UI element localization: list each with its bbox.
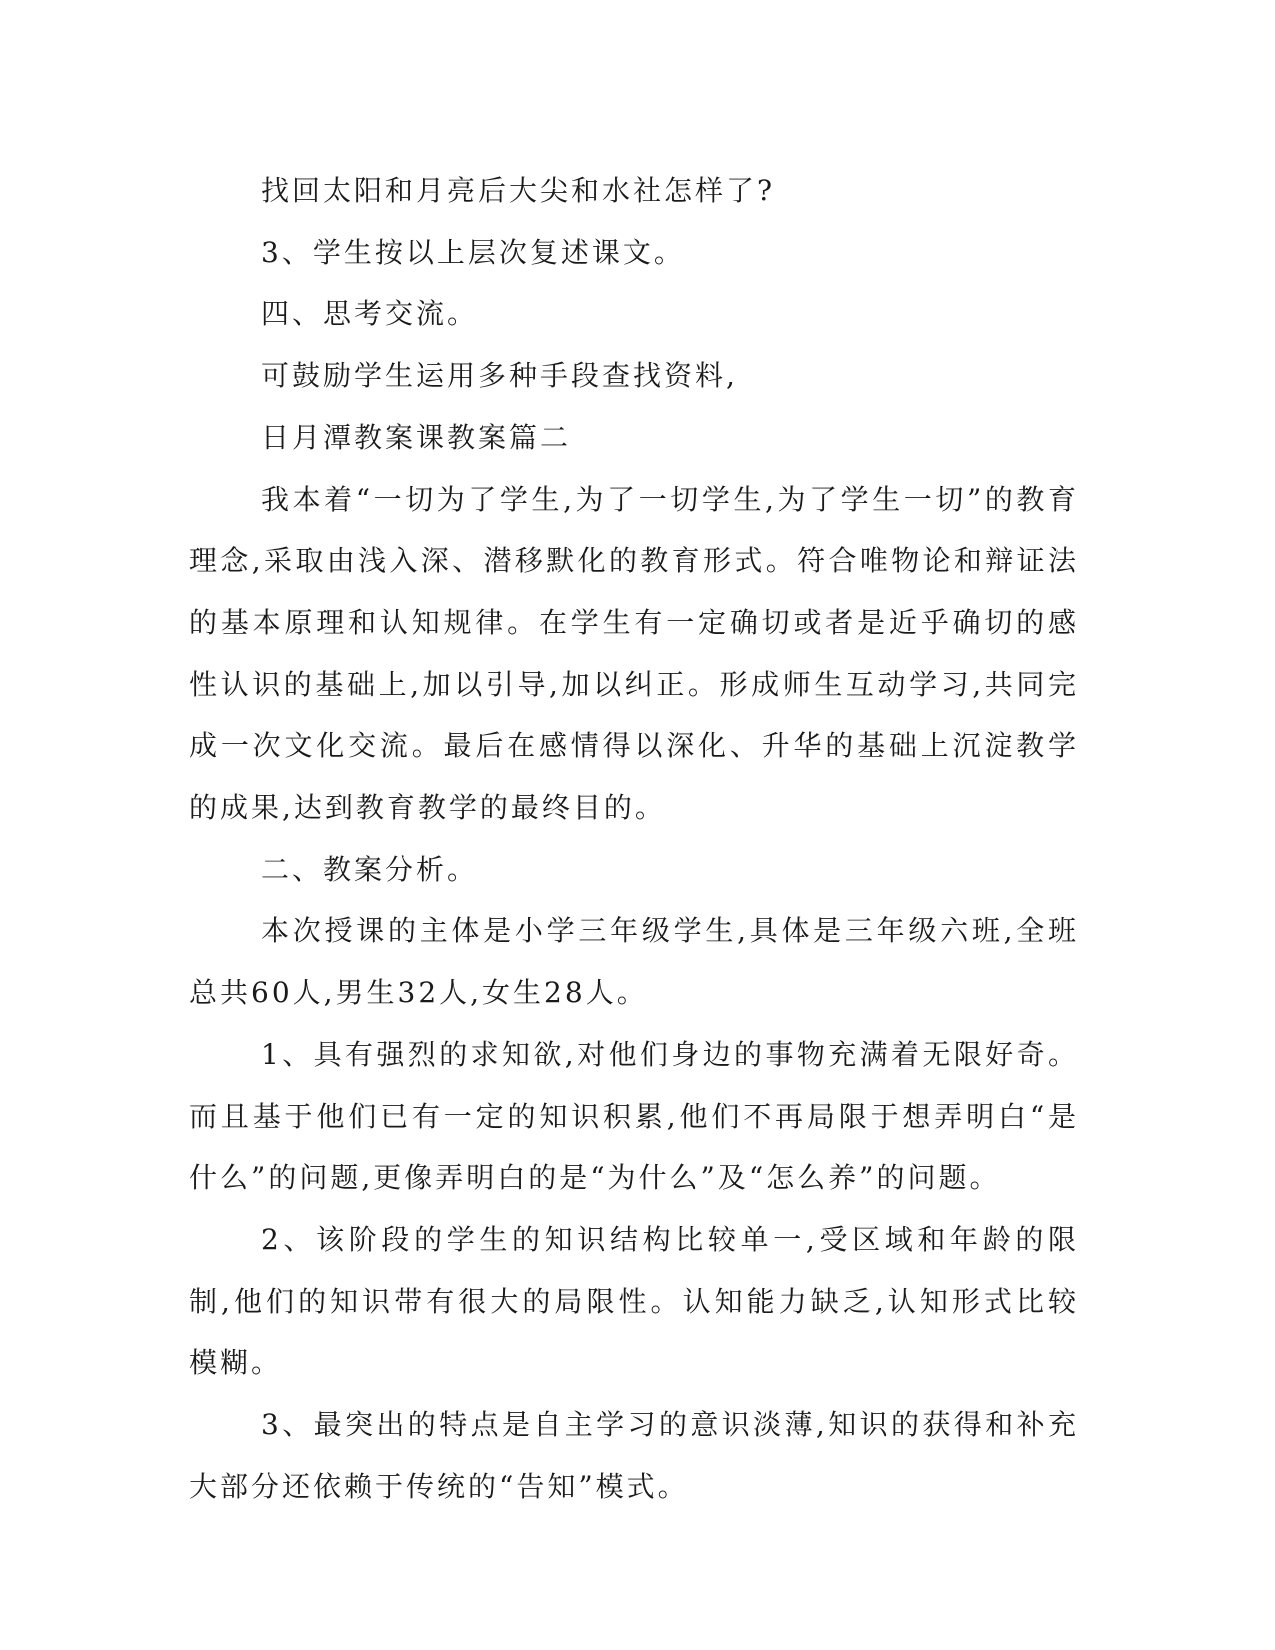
paragraph-4: 可鼓励学生运用多种手段查找资料, xyxy=(261,359,738,393)
section-heading-discussion: 四、思考交流。 xyxy=(261,297,479,331)
paragraph-1: 找回太阳和月亮后大尖和水社怎样了? xyxy=(261,174,776,207)
paragraph-philosophy: 我本着“一切为了学生,为了一切学生,为了学生一切”的教育理念,采取由浅入深、潜移默化的教育形式。符合唯物论和辩证法的基本原理和认知规律。在学生有一定确切或者是近乎确切的感性认识的基础上,加以引导,加以纠正。形成师生互动学习,共同完成一次文化交流。最后在感情得以深化、升华的基础上沉淀教学的成果,达到教育教学的最终目的。 xyxy=(189,482,1079,825)
list-item-1: 1、具有强烈的求知欲,对他们身边的事物充满着无限好奇。而且基于他们已有一定的知识积累,他们不再局限于想弄明白“是什么”的问题,更像弄明白的是“为什么”及“怎么养”的问题。 xyxy=(189,1037,1079,1195)
document-body xyxy=(189,160,1079,1517)
section-heading-analysis: 二、教案分析。 xyxy=(261,852,479,886)
list-item-2: 2、该阶段的学生的知识结构比较单一,受区域和年龄的限制,他们的知识带有很大的局限性。认知能力缺乏,认知形式比较模糊。 xyxy=(189,1222,1079,1380)
paragraph-2: 3、学生按以上层次复述课文。 xyxy=(261,235,685,269)
list-item-3: 3、最突出的特点是自主学习的意识淡薄,知识的获得和补充大部分还依赖于传统的“告知”模式。 xyxy=(189,1408,1079,1503)
paragraph-students: 本次授课的主体是小学三年级学生,具体是三年级六班,全班总共60人,男生32人,女生28人。 xyxy=(189,914,1079,1010)
section-title-lesson-two: 日月潭教案课教案篇二 xyxy=(261,420,572,454)
